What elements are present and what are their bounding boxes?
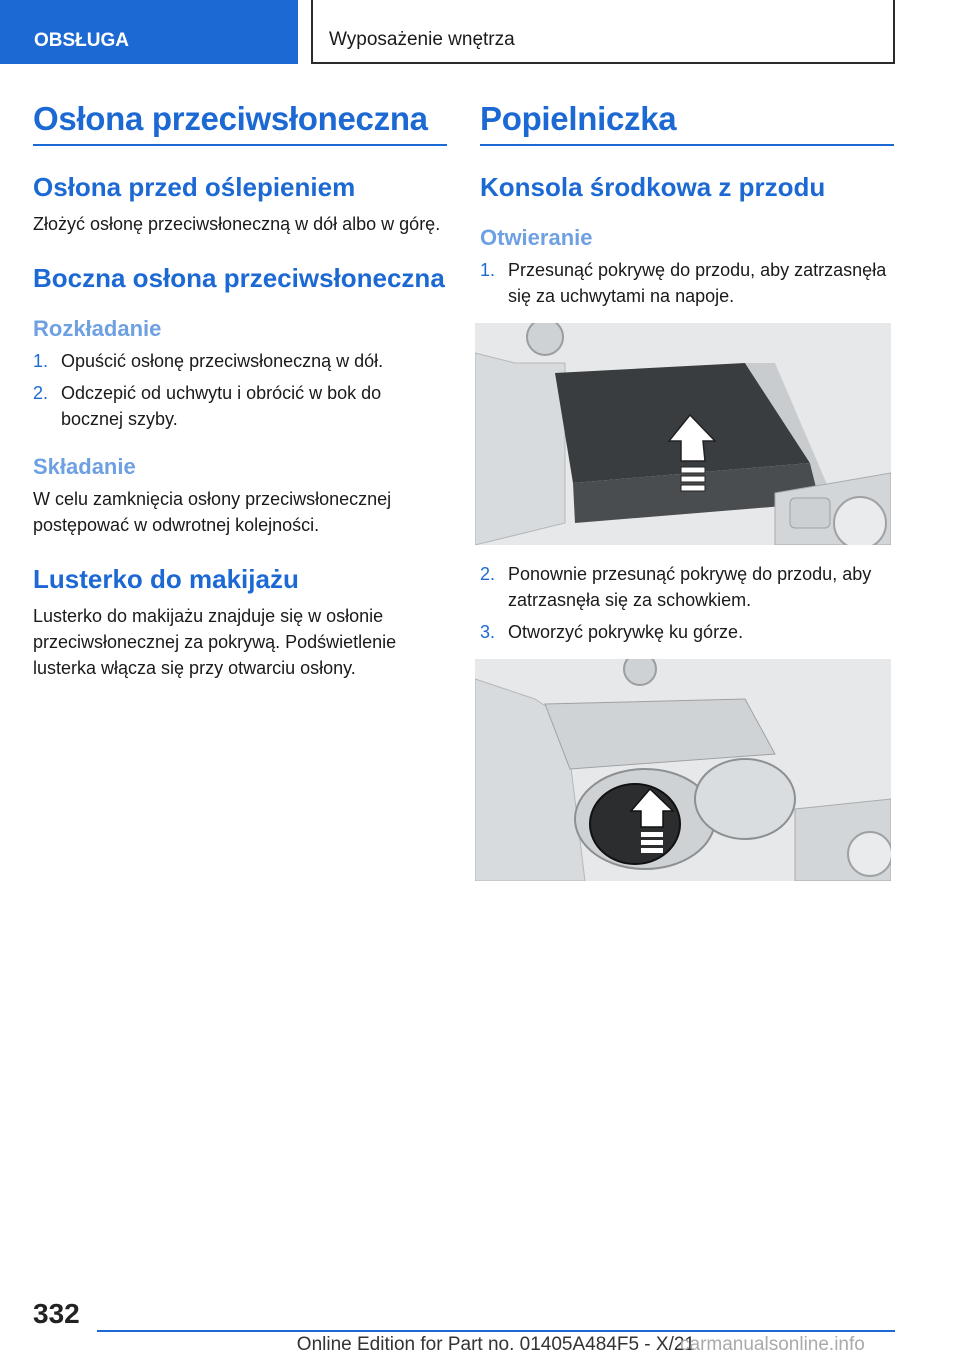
edition-text: Online Edition for Part no. 01405A484F5 - X/21 [296, 1334, 695, 1355]
step-text: Przesunąć pokrywę do przodu, aby zatrzasnęła się za uchwytami na napoje. [508, 260, 887, 306]
list-item [480, 257, 894, 309]
left-column [33, 100, 447, 681]
step-text: Otworzyć pokrywkę ku górze. [508, 622, 744, 642]
list-item [480, 619, 894, 645]
mirror-text: Lusterko do makijażu znajduje się w osłonie przeciwsłonecznej za pokrywą. Podświetlenie lusterka włącza się przy otwarciu osłony. [33, 606, 397, 678]
side-visor-heading: Boczna osłona przeciwsłoneczna [33, 263, 445, 293]
step-number: 2. [33, 383, 49, 403]
right-column [480, 100, 894, 897]
page-number: 332 [33, 1298, 80, 1329]
step-text: Odczepić od uchwytu i obrócić w bok do bocznej szyby. [61, 383, 382, 429]
list-item [33, 348, 447, 374]
open-steps-a [480, 257, 894, 309]
mirror-heading: Lusterko do makijażu [33, 564, 299, 594]
unfold-steps [33, 348, 447, 432]
console-heading: Konsola środkowa z przodu [480, 172, 826, 202]
step-text: Opuścić osłonę przeciwsłoneczną w dół. [61, 351, 384, 371]
list-item [480, 561, 894, 613]
unfold-heading: Rozkładanie [33, 316, 162, 341]
open-heading: Otwieranie [480, 225, 593, 250]
chapter-title: Wyposażenie wnętrza [311, 0, 895, 64]
ashtray-title: Popielniczka [480, 100, 894, 146]
step-number: 3. [480, 622, 496, 642]
ashtray-lid-image [475, 659, 891, 881]
list-item [33, 380, 447, 432]
fold-text: W celu zamknięcia osłony przeciwsłonecznej postępować w odwrotnej kolejności. [33, 489, 392, 535]
section-tab: OBSŁUGA [0, 0, 298, 64]
step-number: 1. [33, 351, 49, 371]
glare-text: Złożyć osłonę przeciwsłoneczną w dół albo w górę. [33, 214, 441, 234]
step-text: Ponownie przesunąć pokrywę do przodu, aby zatrzasnęła się za schowkiem. [508, 564, 872, 610]
open-steps-b [480, 561, 894, 645]
watermark: carmanualsonline.info [680, 1334, 865, 1355]
footer-divider [97, 1330, 895, 1332]
glare-heading: Osłona przed oślepieniem [33, 172, 356, 202]
fold-heading: Składanie [33, 454, 136, 479]
sun-visor-title: Osłona przeciwsłoneczna [33, 100, 447, 146]
console-cover-image [475, 323, 891, 545]
step-number: 2. [480, 564, 496, 584]
step-number: 1. [480, 260, 496, 280]
